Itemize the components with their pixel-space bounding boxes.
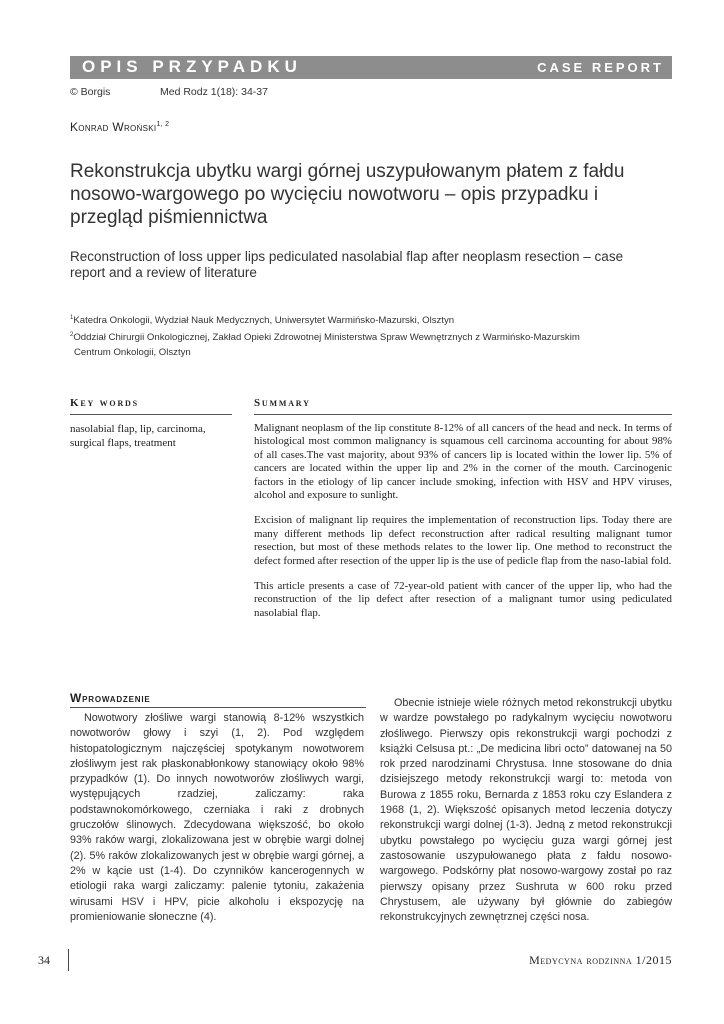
intro-paragraph-left: Nowotwory złośliwe wargi stanowią 8-12% wszystkich nowotworów głowy i szyi (1, 2). Pod względem histopatologicznym najczęściej spotykanym nowotworem złośliwym jest rak płaskonabłonkowy stanowiący około 98% przypadków (1). Do innych nowotworów złośliwych wargi, występujących rzadziej, zaliczamy: raka podstawnokomórkowego, czerniaka i raki z drobnych gruczołów ślinowych. Zdecydowana większość, bo około 93% raków wargi, zlokalizowana jest w obrębie wargi dolnej (2). 5% raków zlokalizowanych jest w obrębie wargi górnej, a 2% w kącie ust (1-4). Do czynników kancerogennych w etiologii raka wargi zaliczamy: palenie tytoniu, zakażenia wirusami HSV i HPV, picie alkoholu i ekspozycję na promieniowanie słoneczne (4).	[70, 712, 364, 923]
author-affiliation-marks: 1, 2	[156, 121, 170, 128]
intro-column-right	[380, 696, 672, 925]
section-label-pl: OPIS PRZYPADKU	[82, 57, 302, 76]
summary-paragraph: Excision of malignant lip requires the implementation of reconstruction lips. Today there are many different methods lip defect reconstruction after radical resulting malignant tumor resection, but most of these methods relates to the lower lip. One method to reconstruct the defect formed after resection of the upper lip is the use of pedicle flap from the naso-labial fold.	[254, 514, 672, 567]
affiliation-2-continuation: Centrum Onkologii, Olsztyn	[74, 347, 191, 359]
journal-footer: Medycyna rodzinna 1/2015	[529, 953, 672, 967]
author-name: Konrad Wroński	[70, 120, 157, 134]
keywords-heading: Key words	[70, 397, 139, 409]
section-header-band	[70, 56, 672, 79]
summary-body	[254, 422, 672, 632]
summary-paragraph: Malignant neoplasm of the lip constitute 8-12% of all cancers of the head and neck. In terms of histological most common malignancy is squamous cell carcinoma accounting for about 98% of all cases.The vast majority, about 93% of cancers lip is located within the lower lip. 5% of cancers are located within the upper lip and 2% in the corner of the mouth. Carcinogenic factors in the etiology of lip cancer include smoking, infection with HSV and HPV viruses, alcohol and exposure to sunlight.	[254, 422, 672, 502]
affiliation-1: $^1$Katedra Onkologii, Wydział Nauk Medycznych, Uniwersytet Warmińsko-Mazurski, Olsztyn	[70, 315, 455, 327]
page-number: 34	[38, 953, 50, 967]
footer-divider	[68, 949, 69, 971]
citation: Med Rodz 1(18): 34-37	[160, 86, 268, 98]
intro-rule	[70, 707, 366, 708]
title-polish: Rekonstrukcja ubytku wargi górnej uszypułowanym płatem z fałdu nosowo-wargowego po wycięciu nowotworu – opis przypadku i przegląd piśmiennictwa	[70, 161, 625, 228]
affiliation-2: $^2$Oddział Chirurgii Onkologicznej, Zakład Opieki Zdrowotnej Ministerstwa Spraw Wewnętrznych z Warmińsko-Mazurskim	[70, 332, 580, 344]
title-english: Reconstruction of loss upper lips pediculated nasolabial flap after neoplasm resection – case report and a review of literature	[70, 249, 624, 280]
summary-paragraph: This article presents a case of 72-year-old patient with cancer of the upper lip, who had the reconstruction of the lip defect after resection of a malignant tumor using pediculated nasolabial flap.	[254, 580, 672, 619]
summary-rule	[254, 414, 672, 415]
intro-heading: Wprowadzenie	[70, 691, 151, 705]
intro-paragraph-right: Obecnie istnieje wiele różnych metod rekonstrukcji ubytku w wardze powstałego po radykalnym wycięciu nowotworu złośliwego. Pierwszy opis rekonstrukcji wargi pochodzi z książki Celsusa pt.: „De medicina libri octo” datowanej na 50 rok przed narodzinami Chrystusa. Inne stosowane do dnia dzisiejszego metody rekonstrukcji wargi to: metoda von Burowa z 1855 roku, Bernarda z 1853 roku czy Eslandera z 1968 (1, 2). Większość opisanych metod leczenia dotyczy rekonstrukcji wargi dolnej (1-3). Jedną z metod rekonstrukcji ubytku powstałego po wycięciu guza wargi górnej jest zastosowanie uszypułowanego płata z fałdu nosowo-wargowego. Podskórny płat nosowo-wargowy został po raz pierwszy opisany przez Sushruta w 600 roku przed Chrystusem, ale używany był głównie do zabiegów rekonstrukcyjnych zewnętrznej części nosa.	[380, 697, 672, 924]
copyright: © Borgis	[70, 86, 111, 98]
summary-heading: Summary	[254, 397, 311, 409]
intro-column-left	[70, 711, 364, 925]
keywords-rule	[70, 414, 232, 415]
keywords-text: nasolabial flap, lip, carcinoma, surgical flaps, treatment	[70, 423, 206, 449]
section-label-en: CASE REPORT	[537, 60, 664, 75]
author-line	[70, 120, 169, 134]
affiliations	[70, 311, 670, 360]
